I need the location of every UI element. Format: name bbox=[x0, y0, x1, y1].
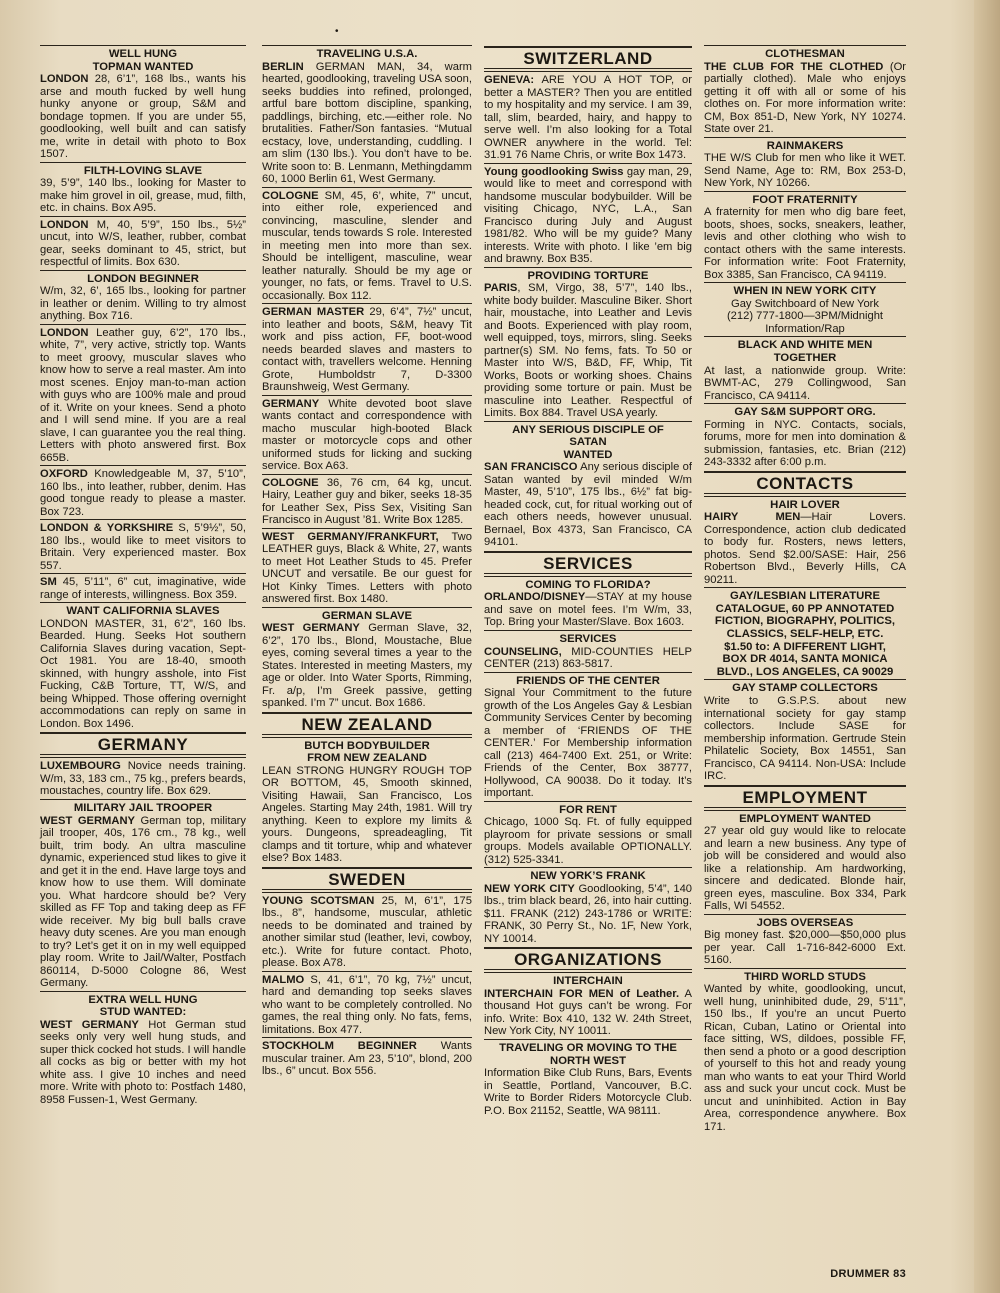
ad-headline: TRAVELING U.S.A. bbox=[316, 48, 418, 60]
section-header bbox=[40, 732, 246, 755]
ad-text: MID-COUNTIES HELP CENTER (213) 863-5817. bbox=[484, 645, 692, 671]
ad-rule bbox=[704, 191, 906, 192]
ad-rule bbox=[484, 867, 692, 868]
section-title: CONTACTS bbox=[704, 474, 906, 494]
classified-ad bbox=[262, 395, 472, 473]
ad-body bbox=[262, 398, 472, 473]
section-rule bbox=[40, 732, 246, 734]
ad-rule bbox=[40, 216, 246, 217]
ad-rule bbox=[262, 45, 472, 46]
ad-body bbox=[262, 974, 472, 1037]
ad-rule bbox=[40, 573, 246, 574]
ad-body bbox=[704, 152, 906, 190]
ad-text: 28, 6’1”, 168 lbs., wants his arse and mouth fucked by well hung hunky anyone or group, S&M and bondage topmen. If you are under 55, goodlooking, well built and can satisfy me, write in detail with photo to Box 1507. bbox=[40, 73, 246, 161]
ad-text: Wants muscular trainer. Am 23, 5’10”, blond, 200 lbs., 6” uncut. Box 556. bbox=[262, 1040, 472, 1078]
ad-lead: WEST GERMANY bbox=[262, 622, 360, 635]
ad-text: SM, 45, 6’, white, 7” uncut, into either role, experienced and convincing, masculine, slender and muscular, tends towards S role. Interested in meeting men into more than sex. Should be intelligent, masculine, wear leather naturally. Should be my age or younger, no fats, or fems. Travel to U.S. occasionally. Box 112. bbox=[262, 189, 472, 302]
ad-body bbox=[40, 177, 246, 215]
column-1 bbox=[40, 44, 246, 1107]
ad-rule bbox=[262, 528, 472, 529]
ad-body bbox=[484, 646, 692, 671]
ad-lead: COLOGNE bbox=[262, 189, 319, 202]
ad-body bbox=[484, 883, 692, 946]
ad-text: Big money fast. $20,000—$50,000 plus per year. Call 1-716-842-6000 Ext. 5160. bbox=[704, 929, 906, 967]
section-title: SERVICES bbox=[484, 554, 692, 574]
ad-text: (Or partially clothed). Male who enjoys getting it off with all or some of his clothes on. For more information write: CM, Box 851-D, New York, NY 10274. State over 21. bbox=[704, 60, 906, 136]
ad-lead: LUXEMBOURG bbox=[40, 760, 121, 773]
classified-ad bbox=[40, 757, 246, 798]
classified-ad bbox=[484, 867, 692, 945]
ad-lead: MALMO bbox=[262, 973, 305, 986]
ad-headline: HAIR LOVER bbox=[770, 498, 840, 511]
ad-headline: GAY STAMP COLLECTORS bbox=[732, 682, 878, 695]
ad-rule bbox=[704, 45, 906, 46]
ad-rule bbox=[704, 587, 906, 588]
ad-body bbox=[704, 511, 906, 586]
classified-ad bbox=[262, 528, 472, 606]
section-rule bbox=[484, 46, 692, 48]
ad-lead: HAIRY MEN bbox=[704, 511, 801, 524]
section-header bbox=[262, 712, 472, 735]
ad-body bbox=[40, 73, 246, 161]
classified-ad bbox=[484, 576, 692, 629]
ad-body bbox=[262, 306, 472, 394]
ad-lead: WEST GERMANY bbox=[40, 1018, 139, 1031]
ad-lead: YOUNG SCOTSMAN bbox=[262, 894, 375, 907]
classified-ad bbox=[484, 672, 692, 800]
ad-rule bbox=[484, 576, 692, 577]
ad-headline: RAINMAKERS bbox=[766, 139, 844, 152]
ad-rule bbox=[262, 1037, 472, 1038]
ad-body bbox=[704, 983, 906, 1133]
section-header bbox=[484, 947, 692, 970]
section-title: EMPLOYMENT bbox=[704, 788, 906, 808]
ad-body bbox=[484, 988, 692, 1038]
ad-headline: FOOT FRATERNITY bbox=[752, 193, 858, 206]
ad-body bbox=[484, 282, 692, 420]
ad-rule bbox=[40, 324, 246, 325]
ad-rule bbox=[262, 971, 472, 972]
ad-body bbox=[40, 468, 246, 518]
ad-text: Signal Your Commitment to the future growth of the Los Angeles Gay & Lesbian Community Services Center by becoming a member of ‘FRIENDS OF THE CENTER.’ For Membership information call (213) 464-7400 Ext. 251, or Write: Friends of the Center, Box 38777, Hollywood, CA 90038. Do it today. It’s important. bbox=[484, 687, 692, 800]
ad-rule bbox=[704, 403, 906, 404]
ad-lead: WEST GERMANY bbox=[40, 814, 135, 827]
ad-lead: STOCKHOLM BEGINNER bbox=[262, 1040, 417, 1053]
section-title: SWEDEN bbox=[262, 870, 472, 890]
section-header bbox=[484, 551, 692, 574]
ad-rule bbox=[484, 801, 692, 802]
classified-ad bbox=[484, 267, 692, 420]
ad-text: Leather guy, 6’2”, 170 lbs., white, 7”, very active, strictly top. Wants to meet groovy, muscular slaves who know how to serve a real master. Am into most scenes. Enjoy man-to-man action with guys who are 100% male and proud of it. Write on your knees. Send a photo and I will send mine. If you are a real slave, I can guarantee you the real thing. Letters with photo answered first. Box 665B. bbox=[40, 326, 246, 464]
ad-body bbox=[704, 365, 906, 403]
ad-text: LONDON MASTER, 31, 6’2”, 160 lbs. Bearded. Hung. Seeks Hot southern California Slaves during vacation, Sept-Oct 1981. You are 18-40, smooth skinned, with hungry asshole, into Fist Fucking, C&B Torture, TT, W/S, and being Whipped. Those offering overnight accommodations can reply on same in London. Box 1496. bbox=[40, 617, 246, 730]
ad-rule bbox=[262, 395, 472, 396]
ad-headline: GAY S&M SUPPORT ORG. bbox=[734, 406, 876, 419]
ad-headline: COMING TO FLORIDA? bbox=[525, 578, 651, 591]
ad-text: S, 5’9½”, 50, 180 lbs., would like to meet visitors to Britain. Very experienced master. Box 557. bbox=[40, 522, 246, 572]
ad-headline: WELL HUNG TOPMAN WANTED bbox=[92, 48, 194, 73]
classified-ad bbox=[484, 972, 692, 1038]
ad-headline: FOR RENT bbox=[559, 803, 617, 816]
ad-text: GERMAN MAN, 34, warm hearted, goodlooking, traveling USA soon, seeks buddies into refined, prolonged, artful bare bottom discipline, spanking, paddlings, birching, etc.—either role. No brutalities. Father/Son fantasies. “Mutual ecstacy, love, understanding, cuddling. I am slim (130 lbs.). You don’t have to be. Write soon to: B. Lenmann, Methingdamm 60, 1000 Berlin 61, West Germany. bbox=[262, 60, 472, 186]
ad-body bbox=[484, 687, 692, 800]
classified-ad bbox=[704, 137, 906, 190]
classified-ad bbox=[704, 403, 906, 469]
section-title: NEW ZEALAND bbox=[262, 715, 472, 735]
classified-ad bbox=[484, 630, 692, 671]
ad-body bbox=[40, 1019, 246, 1107]
ad-body bbox=[40, 760, 246, 798]
ad-rule bbox=[262, 607, 472, 608]
classified-ad bbox=[704, 810, 906, 913]
column-3 bbox=[484, 44, 692, 1118]
ad-text: 39, 5’9”, 140 lbs., looking for Master to make him grovel in oil, grease, mud, filth, etc. in chains. Box A95. bbox=[40, 177, 246, 215]
classified-ad bbox=[262, 892, 472, 970]
ad-rule bbox=[40, 162, 246, 163]
ad-rule bbox=[484, 630, 692, 631]
classified-ad bbox=[704, 968, 906, 1134]
ad-lead: BERLIN bbox=[262, 60, 304, 73]
ad-lead: WEST GERMANY/FRANKFURT, bbox=[262, 530, 439, 543]
ad-text: German top, military jail trooper, 40s, 176 cm., 78 kg., well built, trim body. An ultra masculine dynamic, experienced stud likes to give it and get it in the end. Have large toys and know how to use them. Will dominate you. What hardcore should be? Very skilled as FF Top and taking deep as FF wide receiver. My big bull balls crave heavy duty scenes. Are you man enough to try? Let’s get it on in my well equipped play room. Write to Jail/Walter, Postfach 860114, D-5000 Cologne 86, West Germany. bbox=[40, 814, 246, 990]
classified-ad bbox=[484, 1039, 692, 1117]
ad-body bbox=[704, 298, 906, 336]
column-4 bbox=[704, 44, 906, 1134]
ad-body bbox=[40, 285, 246, 323]
ad-text: 36, 76 cm, 64 kg, uncut. Hairy, Leather guy and biker, seeks 18-35 for Leather Sex, Piss Sex, Visiting San Francisco in August ’81. Write Box 1285. bbox=[262, 476, 472, 527]
ad-text: German Slave, 32, 6’2”, 170 lbs., Blond, Moustache, Blue eyes, coming several times a year to the States. Interested in meeting Masters, my age or older. Into Water Sports, Rimming, Fr. a/p, I’m Greek passive, getting spanked. I’m 7” uncut. Box 1686. bbox=[262, 622, 472, 710]
ad-rule bbox=[484, 1039, 692, 1040]
ad-rule bbox=[262, 892, 472, 893]
ad-headline: ANY SERIOUS DISCIPLE OF SATAN WANTED bbox=[512, 423, 664, 461]
section-header bbox=[484, 46, 692, 69]
ad-text: Hot German stud seeks only very well hung studs, and super thick cocked hot studs. I will handle all cocks as big or better with my hot white ass. I give 10 inches and need more. Write with photo to: Postfach 1480, 8958 Fussen-1, West Germany. bbox=[40, 1018, 247, 1106]
section-rule bbox=[262, 867, 472, 869]
section-title: SWITZERLAND bbox=[484, 49, 692, 69]
ad-rule bbox=[262, 303, 472, 304]
ad-rule bbox=[40, 45, 246, 46]
ad-body bbox=[262, 190, 472, 303]
ad-body bbox=[262, 477, 472, 527]
ad-headline: CLOTHESMAN bbox=[765, 48, 845, 60]
section-header bbox=[704, 471, 906, 494]
classified-ad bbox=[704, 679, 906, 782]
ad-lead: COUNSELING, bbox=[484, 645, 562, 658]
ad-text: , SM, Virgo, 38, 5’7”, 140 lbs., white body builder. Masculine Biker. Short hair, moustache, into Leather and Levis and Boots. Experienced with play room, well equipped, toys, mirrors, sling. Seeks partner(s) SM. No fems, fats. To 50 or Master into W/S, B&D, FF, Whip, Tit Works, Boots or working shoes. Chains providing some torture or pain. Must be masculine into Leather. Respectful of Limits. Box 884. Travel USA yearly. bbox=[484, 282, 692, 420]
ad-body bbox=[704, 825, 906, 913]
ad-text: Two LEATHER guys, Black & White, 27, wants to meet Hot Leather Studs to 45. Prefer UNCUT and versatile. Be our guest for Hot Kinky Times. Letters with photo answered first. Box 1480. bbox=[262, 530, 472, 606]
ad-text: ARE YOU A HOT TOP, or better a MASTER? Then you are entitled to my hospitality and my service. I am 39, tall, slim, bearded, hairy, and happy to serve well. I’m also looking for a Total OWNER anywhere in the world. Tel: 31.91 76 Name Chris, or write Box 1473. bbox=[484, 74, 692, 161]
classified-ad bbox=[40, 324, 246, 465]
ad-text: Forming in NYC. Contacts, socials, forums, more for men into domination & submission, fantasies, etc. Brian (212) 243-3332 after 6:00 p.m. bbox=[704, 418, 906, 469]
ad-rule bbox=[40, 270, 246, 271]
ad-headline: JOBS OVERSEAS bbox=[756, 916, 854, 929]
section-rule bbox=[704, 471, 906, 473]
classified-ad bbox=[40, 45, 246, 161]
classified-ad bbox=[484, 801, 692, 867]
ad-body bbox=[40, 576, 246, 601]
ad-lead: GERMANY bbox=[262, 397, 320, 410]
classified-ad bbox=[262, 1037, 472, 1078]
ad-text: Information Bike Club Runs, Bars, Events in Seattle, Portland, Vancouver, B.C. Write to Border Riders Motorcycle Club. P.O. Box 21152, Seattle, WA 98111. bbox=[484, 1067, 692, 1117]
ad-headline: GAY/LESBIAN LITERATURE CATALOGUE, 60 PP ANNOTATED FICTION, BIOGRAPHY, POLITICS, CLASSICS, SELF-HELP, ETC. $1.50 to: A DIFFERENT LIGHT, BOX DR 4014, SANTA MONICA BLVD., LOS ANGELES, CA 90029 bbox=[714, 590, 896, 678]
section-rule bbox=[484, 947, 692, 949]
ad-rule bbox=[484, 71, 692, 72]
ad-lead: ORLANDO/DISNEY bbox=[484, 591, 586, 604]
ad-lead: LONDON & YORKSHIRE bbox=[40, 522, 174, 535]
ad-body bbox=[40, 219, 246, 269]
classified-ad bbox=[484, 71, 692, 162]
ad-text: W/m, 32, 6’, 165 lbs., looking for partner in leather or denim. Willing to try almost anything. Box 716. bbox=[40, 285, 246, 323]
ad-text: 29, 6’4”, 7½” uncut, into leather and boots, S&M, heavy Tit work and piss action, FF, boot-wood needs bearded slaves and masters to contact with, travellers welcome. Henning Grote, Humboldstr 7, D-3300 Braunshweig, West Germany. bbox=[262, 306, 472, 394]
ad-rule bbox=[484, 972, 692, 973]
ad-rule bbox=[40, 465, 246, 466]
classified-ad bbox=[262, 303, 472, 394]
ad-body bbox=[40, 327, 246, 465]
ad-rule bbox=[704, 496, 906, 497]
ad-text: White devoted boot slave wants contact and correspondence with macho muscular high-booted Black master or motorcycle cops and other uniformed studs for licking and sucking service. Box A63. bbox=[262, 397, 472, 473]
ad-lead: NEW YORK CITY bbox=[484, 882, 575, 895]
classified-ad bbox=[40, 162, 246, 215]
page-spine bbox=[974, 0, 1000, 1293]
classified-ad bbox=[262, 971, 472, 1037]
classified-ad bbox=[704, 496, 906, 587]
ad-headline: THIRD WORLD STUDS bbox=[744, 970, 866, 983]
classified-ad bbox=[262, 474, 472, 527]
ad-headline: BLACK AND WHITE MEN TOGETHER bbox=[737, 339, 873, 364]
ad-text: M, 40, 5’9”, 150 lbs., 5½” uncut, into W/S, leather, rubber, combat gear, seeks dominant to 45, strict, but respectful of limits. Box 630. bbox=[40, 218, 246, 269]
ad-lead: GENEVA: bbox=[484, 74, 535, 86]
section-title: ORGANIZATIONS bbox=[484, 950, 692, 970]
ad-body bbox=[484, 1067, 692, 1117]
ad-rule bbox=[704, 679, 906, 680]
column-2 bbox=[262, 44, 472, 1079]
ad-body bbox=[40, 618, 246, 731]
ad-rule bbox=[40, 757, 246, 758]
ad-rule bbox=[704, 137, 906, 138]
ad-headline: WHEN IN NEW YORK CITY bbox=[733, 285, 877, 298]
classified-ad bbox=[40, 799, 246, 990]
ad-text: Novice needs training. W/m, 33, 183 cm., 75 kg., prefers beards, moustaches, country life. Box 629. bbox=[40, 760, 246, 798]
ad-lead: LONDON bbox=[40, 73, 89, 86]
ad-text: —STAY at my house and save on motel fees. I’m W/m, 33, Top. Bring your Master/Slave. Box 1603. bbox=[484, 591, 692, 629]
ad-text: THE W/S Club for men who like it WET. Send Name, Age to: RM, Box 253-D, New York, NY 10266. bbox=[704, 152, 906, 190]
ad-text: Write to G.S.P.S. about new international society for gay stamp collectors. Include SASE for membership information. Gertrude Stein Philatelic Society, Box 14551, San Francisco, CA 94114. Non-USA: Include IRC. bbox=[704, 695, 906, 782]
ad-body bbox=[704, 61, 906, 136]
ad-body bbox=[484, 591, 692, 629]
classified-ad bbox=[262, 737, 472, 865]
ad-body bbox=[704, 419, 906, 469]
ad-text: gay man, 29, would like to meet and correspond with handsome muscular bodybuilder. Will be visiting Chicago, NYC, L.A., San Francisco during July and August 1981/82. Who will be my guide? Many interests. Write with photo. I like ’em big and brawny. Box B35. bbox=[484, 165, 692, 265]
ad-body bbox=[704, 206, 906, 281]
ad-headline: EXTRA WELL HUNG STUD WANTED: bbox=[88, 993, 198, 1019]
ad-rule bbox=[262, 187, 472, 188]
classified-ad bbox=[40, 573, 246, 601]
page-folio: DRUMMER 83 bbox=[830, 1268, 906, 1280]
section-rule bbox=[484, 551, 692, 553]
ad-rule bbox=[704, 810, 906, 811]
ad-headline: PROVIDING TORTURE bbox=[527, 269, 649, 282]
ad-headline: GERMAN SLAVE bbox=[321, 609, 413, 622]
ad-body bbox=[704, 929, 906, 967]
ad-lead: INTERCHAIN FOR MEN of Leather. bbox=[484, 987, 680, 1000]
ad-lead: GERMAN MASTER bbox=[262, 306, 365, 319]
ad-text: 25, M, 6’1”, 175 lbs., 8”, handsome, muscular, athletic needs to be dominated and trained by another similar stud (leather, levi, cowboy, etc.). Write for future contact. Photo, please. Box A78. bbox=[262, 894, 473, 970]
ad-body bbox=[262, 531, 472, 606]
section-rule bbox=[704, 785, 906, 787]
ad-rule bbox=[484, 267, 692, 268]
ad-rule bbox=[704, 282, 906, 283]
ad-text: Gay Switchboard of New York (212) 777-1800—3PM/Midnight Information/Rap bbox=[726, 297, 884, 335]
ad-body bbox=[40, 522, 246, 572]
ad-headline: TRAVELING OR MOVING TO THE NORTH WEST bbox=[499, 1041, 677, 1067]
ad-lead: THE CLUB FOR THE CLOTHED bbox=[704, 60, 884, 73]
ad-rule bbox=[704, 968, 906, 969]
ad-lead: PARIS bbox=[484, 282, 518, 295]
ad-headline: SERVICES bbox=[559, 632, 617, 645]
ad-rule bbox=[484, 421, 692, 422]
ad-headline: LONDON BEGINNER bbox=[87, 272, 199, 285]
ad-rule bbox=[262, 737, 472, 738]
ad-rule bbox=[704, 336, 906, 337]
ad-body bbox=[704, 695, 906, 783]
ad-lead: SM bbox=[40, 576, 57, 589]
ad-lead: Young goodlooking Swiss bbox=[484, 165, 624, 178]
classified-ad bbox=[704, 587, 906, 678]
ad-lead: LONDON bbox=[40, 326, 89, 339]
classified-ad bbox=[40, 270, 246, 323]
classified-ad bbox=[262, 45, 472, 186]
classified-ad bbox=[704, 282, 906, 335]
ad-text: —Hair Lovers. Correspondence, action club dedicated to body fur. Rosters, news letters, photos. Send $2.00/SASE: Hair, 256 Robertson Blvd., Beverly Hills, CA 90211. bbox=[704, 511, 906, 586]
ad-body bbox=[484, 74, 692, 162]
ad-rule bbox=[40, 799, 246, 800]
ad-body bbox=[262, 765, 472, 865]
ad-text: S, 41, 6’1”, 70 kg, 7½” uncut, hard and demanding top seeks slaves who want to be completely controlled. No games, the real thing only. No fats, fems, limitations. Box 477. bbox=[262, 973, 472, 1036]
ad-lead: COLOGNE bbox=[262, 476, 319, 489]
ad-text: Wanted by white, goodlooking, uncut, well hung, uninhibited dude, 29, 5’11”, 150 lbs., If you’re an uncut Puerto Rican, Cuban, Latino or Oriental into face sitting, WS, dildoes, possible FF, then send a photo or a good description of yourself to this hot and ready young man who wants to eat your Third World ass and suck your uncut cock. Must be uncut and uninhibited. Action in Bay Area, correspondence anywhere. Box 171. bbox=[704, 983, 906, 1133]
classified-ad bbox=[40, 465, 246, 518]
ad-lead: LONDON bbox=[40, 218, 89, 231]
ad-headline: MILITARY JAIL TROOPER bbox=[73, 801, 213, 814]
ad-body bbox=[484, 166, 692, 266]
classified-ad bbox=[40, 519, 246, 572]
ad-body bbox=[262, 61, 472, 186]
ad-text: 45, 5’11”, 6” cut, imaginative, wide range of interests, willingness. Box 359. bbox=[40, 576, 246, 601]
ad-rule bbox=[40, 602, 246, 603]
ad-headline: EMPLOYMENT WANTED bbox=[739, 812, 871, 825]
section-rule bbox=[262, 712, 472, 714]
ad-body bbox=[262, 622, 472, 710]
classified-ad bbox=[704, 191, 906, 282]
ad-headline: INTERCHAIN bbox=[553, 975, 623, 988]
ad-body bbox=[484, 816, 692, 866]
classified-ad bbox=[262, 187, 472, 303]
ad-headline: FRIENDS OF THE CENTER bbox=[516, 674, 660, 687]
classified-ad bbox=[40, 216, 246, 269]
ad-headline: BUTCH BODYBUILDER FROM NEW ZEALAND bbox=[304, 739, 430, 765]
classified-ad bbox=[262, 607, 472, 710]
ad-text: 27 year old guy would like to relocate and learn a new business. Any type of job will be considered and would also like a relationship. Am hardworking, sincere and dedicated. Blonde hair, green eyes, masculine. Box 334, Park Falls, WI 54552. bbox=[704, 825, 906, 913]
ad-headline: WANT CALIFORNIA SLAVES bbox=[66, 605, 220, 618]
ad-text: Chicago, 1000 Sq. Ft. of fully equipped playroom for private sessions or small groups. Models available OPTIONALLY. (312) 525-3341. bbox=[484, 816, 692, 866]
classified-ad bbox=[484, 163, 692, 266]
print-mark: • bbox=[335, 26, 339, 37]
ad-body bbox=[40, 815, 246, 990]
ad-text: Goodlooking, 5’4”, 140 lbs., trim black beard, 26, into hair cutting. $11. FRANK (212) 243-1786 or WRITE: FRANK, 30 Perry St., No. 1F, New York, NY 10014. bbox=[484, 882, 693, 945]
ad-rule bbox=[40, 519, 246, 520]
ad-text: A thousand Hot guys can’t be wrong. For info. Write: Box 410, 132 W. 24th Street, New York City, NY 10011. bbox=[484, 987, 692, 1038]
ad-text: LEAN STRONG HUNGRY ROUGH TOP OR BOTTOM, 45, Smooth skinned, Visiting Hawaii, San Francisco, Los Angeles. Starting May 24th, 1981. Will try anything. Keen to explore my limits & yours. Dungeons, spreadeagling, Tit clamps and tit torture, whip and whatever else? Box 1483. bbox=[262, 764, 472, 865]
classified-ad bbox=[704, 914, 906, 967]
ad-rule bbox=[262, 474, 472, 475]
ad-body bbox=[484, 461, 692, 549]
classified-ad bbox=[704, 45, 906, 136]
ad-headline: NEW YORK’S FRANK bbox=[530, 870, 646, 883]
ad-text: Any serious disciple of Satan wanted by evil minded W/m Master, 49, 5’10”, 175 lbs., 6½” fat big-headed cock, cut, for ritual working out of each others needs, however unusual. Bernael, Box 4373, San Francisco, CA 94101. bbox=[484, 461, 692, 549]
section-header bbox=[704, 785, 906, 808]
classified-ad bbox=[40, 991, 246, 1107]
ad-text: At last, a nationwide group. Write: BWMT-AC, 279 Collingwood, San Francisco, CA 94114. bbox=[704, 364, 906, 402]
classified-ad bbox=[704, 336, 906, 402]
ad-rule bbox=[484, 163, 692, 164]
section-title: GERMANY bbox=[40, 735, 246, 755]
ad-rule bbox=[40, 991, 246, 992]
classified-ad bbox=[40, 602, 246, 730]
ad-text: Knowledgeable M, 37, 5’10”, 160 lbs., into leather, rubber, denim. Has good tongue ready to please a master. Box 723. bbox=[40, 468, 246, 518]
ad-body bbox=[262, 895, 472, 970]
section-header bbox=[262, 867, 472, 890]
ad-rule bbox=[484, 672, 692, 673]
ad-lead: OXFORD bbox=[40, 468, 88, 481]
ad-text: A fraternity for men who dig bare feet, boots, shoes, socks, sneakers, leather, levis and other clothing who wish to contact others with the same interests. For information write: Foot Fraternity, Box 3385, San Francisco, CA 94119. bbox=[704, 206, 906, 281]
ad-lead: SAN FRANCISCO bbox=[484, 461, 578, 474]
ad-rule bbox=[704, 914, 906, 915]
ad-body bbox=[262, 1040, 472, 1078]
ad-headline: FILTH-LOVING SLAVE bbox=[83, 164, 203, 177]
classified-ad bbox=[484, 421, 692, 549]
